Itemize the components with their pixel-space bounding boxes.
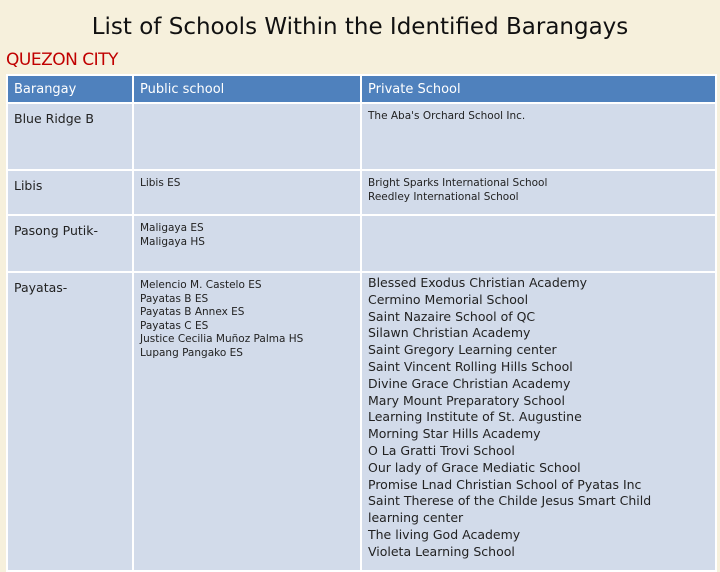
school-name: Our lady of Grace Mediatic School [368, 459, 581, 475]
public-school-cell [133, 215, 361, 272]
header-private-school: Private School [361, 75, 716, 103]
table-row [7, 215, 716, 272]
school-name: Libis ES [140, 177, 181, 189]
school-name: Payatas C ES [140, 319, 209, 332]
city-heading: QUEZON CITY [6, 50, 118, 70]
private-school-cell [361, 170, 716, 215]
school-name: Mary Mount Preparatory School [368, 392, 565, 408]
school-name: Saint Nazaire School of QC [368, 308, 536, 324]
school-name: O La Gratti Trovi School [368, 442, 515, 458]
table-row [7, 103, 716, 170]
school-name: The living God Academy [368, 526, 521, 542]
barangay-cell: Libis [7, 170, 133, 215]
barangay-cell: Payatas- [7, 272, 133, 571]
table-header-row [7, 75, 716, 103]
page-title: List of Schools Within the Identified Barangays [91, 14, 629, 40]
header-barangay: Barangay [7, 75, 133, 103]
school-name: Morning Star Hills Academy [368, 426, 541, 442]
private-school-cell [361, 272, 716, 571]
table-row [7, 170, 716, 215]
schools-table [6, 74, 717, 572]
school-name: Justice Cecilia Muñoz Palma HS [140, 333, 304, 345]
school-name: Learning Institute of St. Augustine [368, 409, 582, 425]
school-name: Violeta Learning School [368, 543, 515, 559]
school-name: Saint Therese of the Childe Jesus Smart Child learning center [368, 493, 652, 526]
barangay-cell: Pasong Putik- [7, 215, 133, 272]
school-name: Payatas B ES [140, 292, 209, 305]
private-school-cell [361, 215, 716, 272]
school-name: Saint Vincent Rolling Hills School [368, 358, 573, 374]
public-school-cell [133, 170, 361, 215]
header-public-school: Public school [133, 75, 361, 103]
private-school-cell [361, 103, 716, 170]
school-name: Maligaya ES [140, 222, 204, 234]
public-school-cell [133, 103, 361, 170]
school-name: Silawn Christian Academy [368, 325, 531, 341]
school-name: Divine Grace Christian Academy [368, 375, 571, 391]
school-name: Maligaya HS [140, 235, 205, 248]
school-name: The Aba's Orchard School Inc. [368, 110, 526, 122]
table-row [7, 272, 716, 571]
school-name: Cermino Memorial School [368, 291, 529, 307]
school-name: Promise Lnad Christian School of Pyatas Inc [368, 476, 642, 492]
public-school-cell [133, 272, 361, 571]
school-name: Reedley International School [368, 190, 519, 203]
barangay-cell: Blue Ridge B [7, 103, 133, 170]
school-name: Payatas B Annex ES [140, 306, 245, 318]
school-name: Melencio M. Castelo ES [140, 279, 262, 291]
school-name: Saint Gregory Learning center [368, 342, 557, 358]
school-name: Bright Sparks International School [368, 177, 548, 189]
school-name: Blessed Exodus Christian Academy [368, 275, 588, 290]
school-name: Lupang Pangako ES [140, 346, 243, 359]
